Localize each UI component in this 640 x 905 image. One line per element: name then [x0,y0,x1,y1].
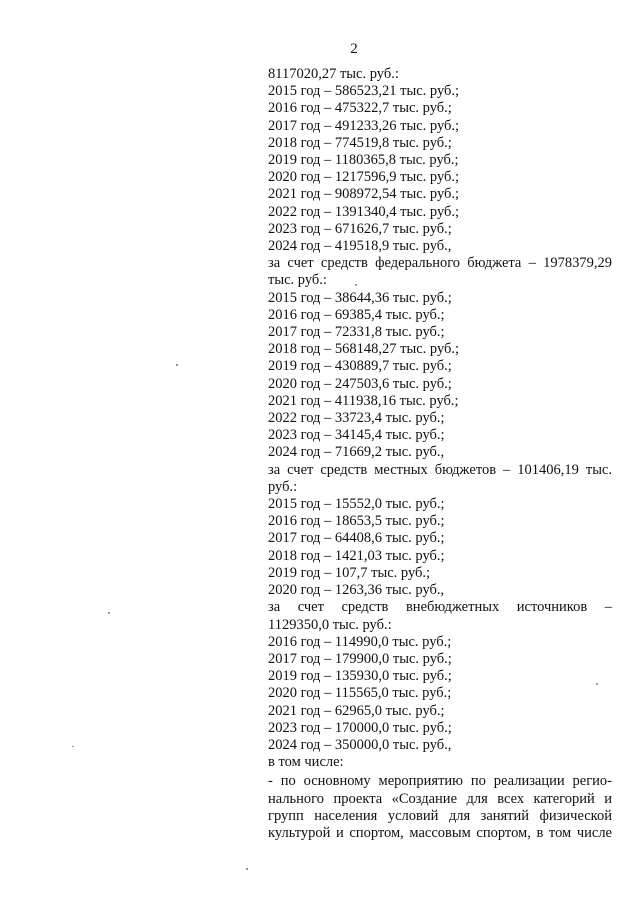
text-line: - по основному мероприятию по реализации регио- [268,773,612,790]
text-line: 2019 год – 430889,7 тыс. руб.; [268,358,452,375]
text-line: 2019 год – 107,7 тыс. руб.; [268,564,431,581]
document-body [268,66,612,842]
text-line: 2015 год – 38644,36 тыс. руб.; [268,289,452,306]
text-line: 2015 год – 586523,21 тыс. руб.; [268,83,460,100]
text-line: 2016 год – 18653,5 тыс. руб.; [268,513,445,530]
text-line: 2017 год – 64408,6 тыс. руб.; [268,530,445,547]
text-line: 2015 год – 15552,0 тыс. руб.; [268,496,445,513]
text-line: за счет средств местных бюджетов – 101406,19 тыс. [268,461,612,478]
text-line: 2020 год – 1217596,9 тыс. руб.; [268,169,460,186]
scan-speck [108,612,110,614]
scan-speck [72,746,74,747]
text-line: руб.: [268,478,298,495]
text-line: 2019 год – 135930,0 тыс. руб.; [268,668,452,685]
text-line: 2017 год – 72331,8 тыс. руб.; [268,324,445,341]
text-line: 2016 год – 475322,7 тыс. руб.; [268,100,452,117]
text-line: 2024 год – 71669,2 тыс. руб., [268,444,445,461]
scan-speck [246,868,248,870]
text-line: тыс. руб.: [268,272,327,289]
text-line: групп населения условий для занятий физической [268,807,612,824]
text-line: 2017 год – 179900,0 тыс. руб.; [268,650,452,667]
text-line: за счет средств внебюджетных источников – [268,599,612,616]
text-line: 2018 год – 1421,03 тыс. руб.; [268,547,445,564]
text-line: 2016 год – 69385,4 тыс. руб.; [268,306,445,323]
text-line: нального проекта «Создание для всех категорий и [268,790,612,807]
text-line: 2019 год – 1180365,8 тыс. руб.; [268,152,459,169]
text-line: 2020 год – 1263,36 тыс. руб., [268,582,445,599]
text-line: 2022 год – 1391340,4 тыс. руб.; [268,203,460,220]
text-line: 1129350,0 тыс. руб.: [268,616,392,633]
text-line: 2020 год – 115565,0 тыс. руб.; [268,685,452,702]
text-line: 8117020,27 тыс. руб.: [268,66,399,82]
text-line: 2024 год – 419518,9 тыс. руб., [268,238,452,255]
text-line: 2023 год – 671626,7 тыс. руб.; [268,220,452,237]
text-line: 2023 год – 34145,4 тыс. руб.; [268,427,445,444]
text-line: 2020 год – 247503,6 тыс. руб.; [268,375,452,392]
text-line: 2021 год – 62965,0 тыс. руб.; [268,702,445,719]
text-line: 2016 год – 114990,0 тыс. руб.; [268,633,452,650]
text-line: 2021 год – 411938,16 тыс. руб.; [268,392,459,409]
text-line: 2018 год – 568148,27 тыс. руб.; [268,341,460,358]
text-line: 2022 год – 33723,4 тыс. руб.; [268,410,445,427]
scan-speck [355,284,357,286]
page-number: 2 [350,41,358,57]
text-line: 2023 год – 170000,0 тыс. руб.; [268,719,452,736]
scan-speck [596,683,598,685]
text-line: 2018 год – 774519,8 тыс. руб.; [268,134,452,151]
text-line: культурой и спортом, массовым спортом, в том числе [268,824,612,841]
scan-speck [176,364,178,366]
text-line: за счет средств федерального бюджета – 1978379,29 [268,255,612,272]
text-line: 2021 год – 908972,54 тыс. руб.; [268,186,460,203]
text-line: 2017 год – 491233,26 тыс. руб.; [268,117,460,134]
text-line: в том числе: [268,754,344,771]
text-line: 2024 год – 350000,0 тыс. руб., [268,736,452,753]
